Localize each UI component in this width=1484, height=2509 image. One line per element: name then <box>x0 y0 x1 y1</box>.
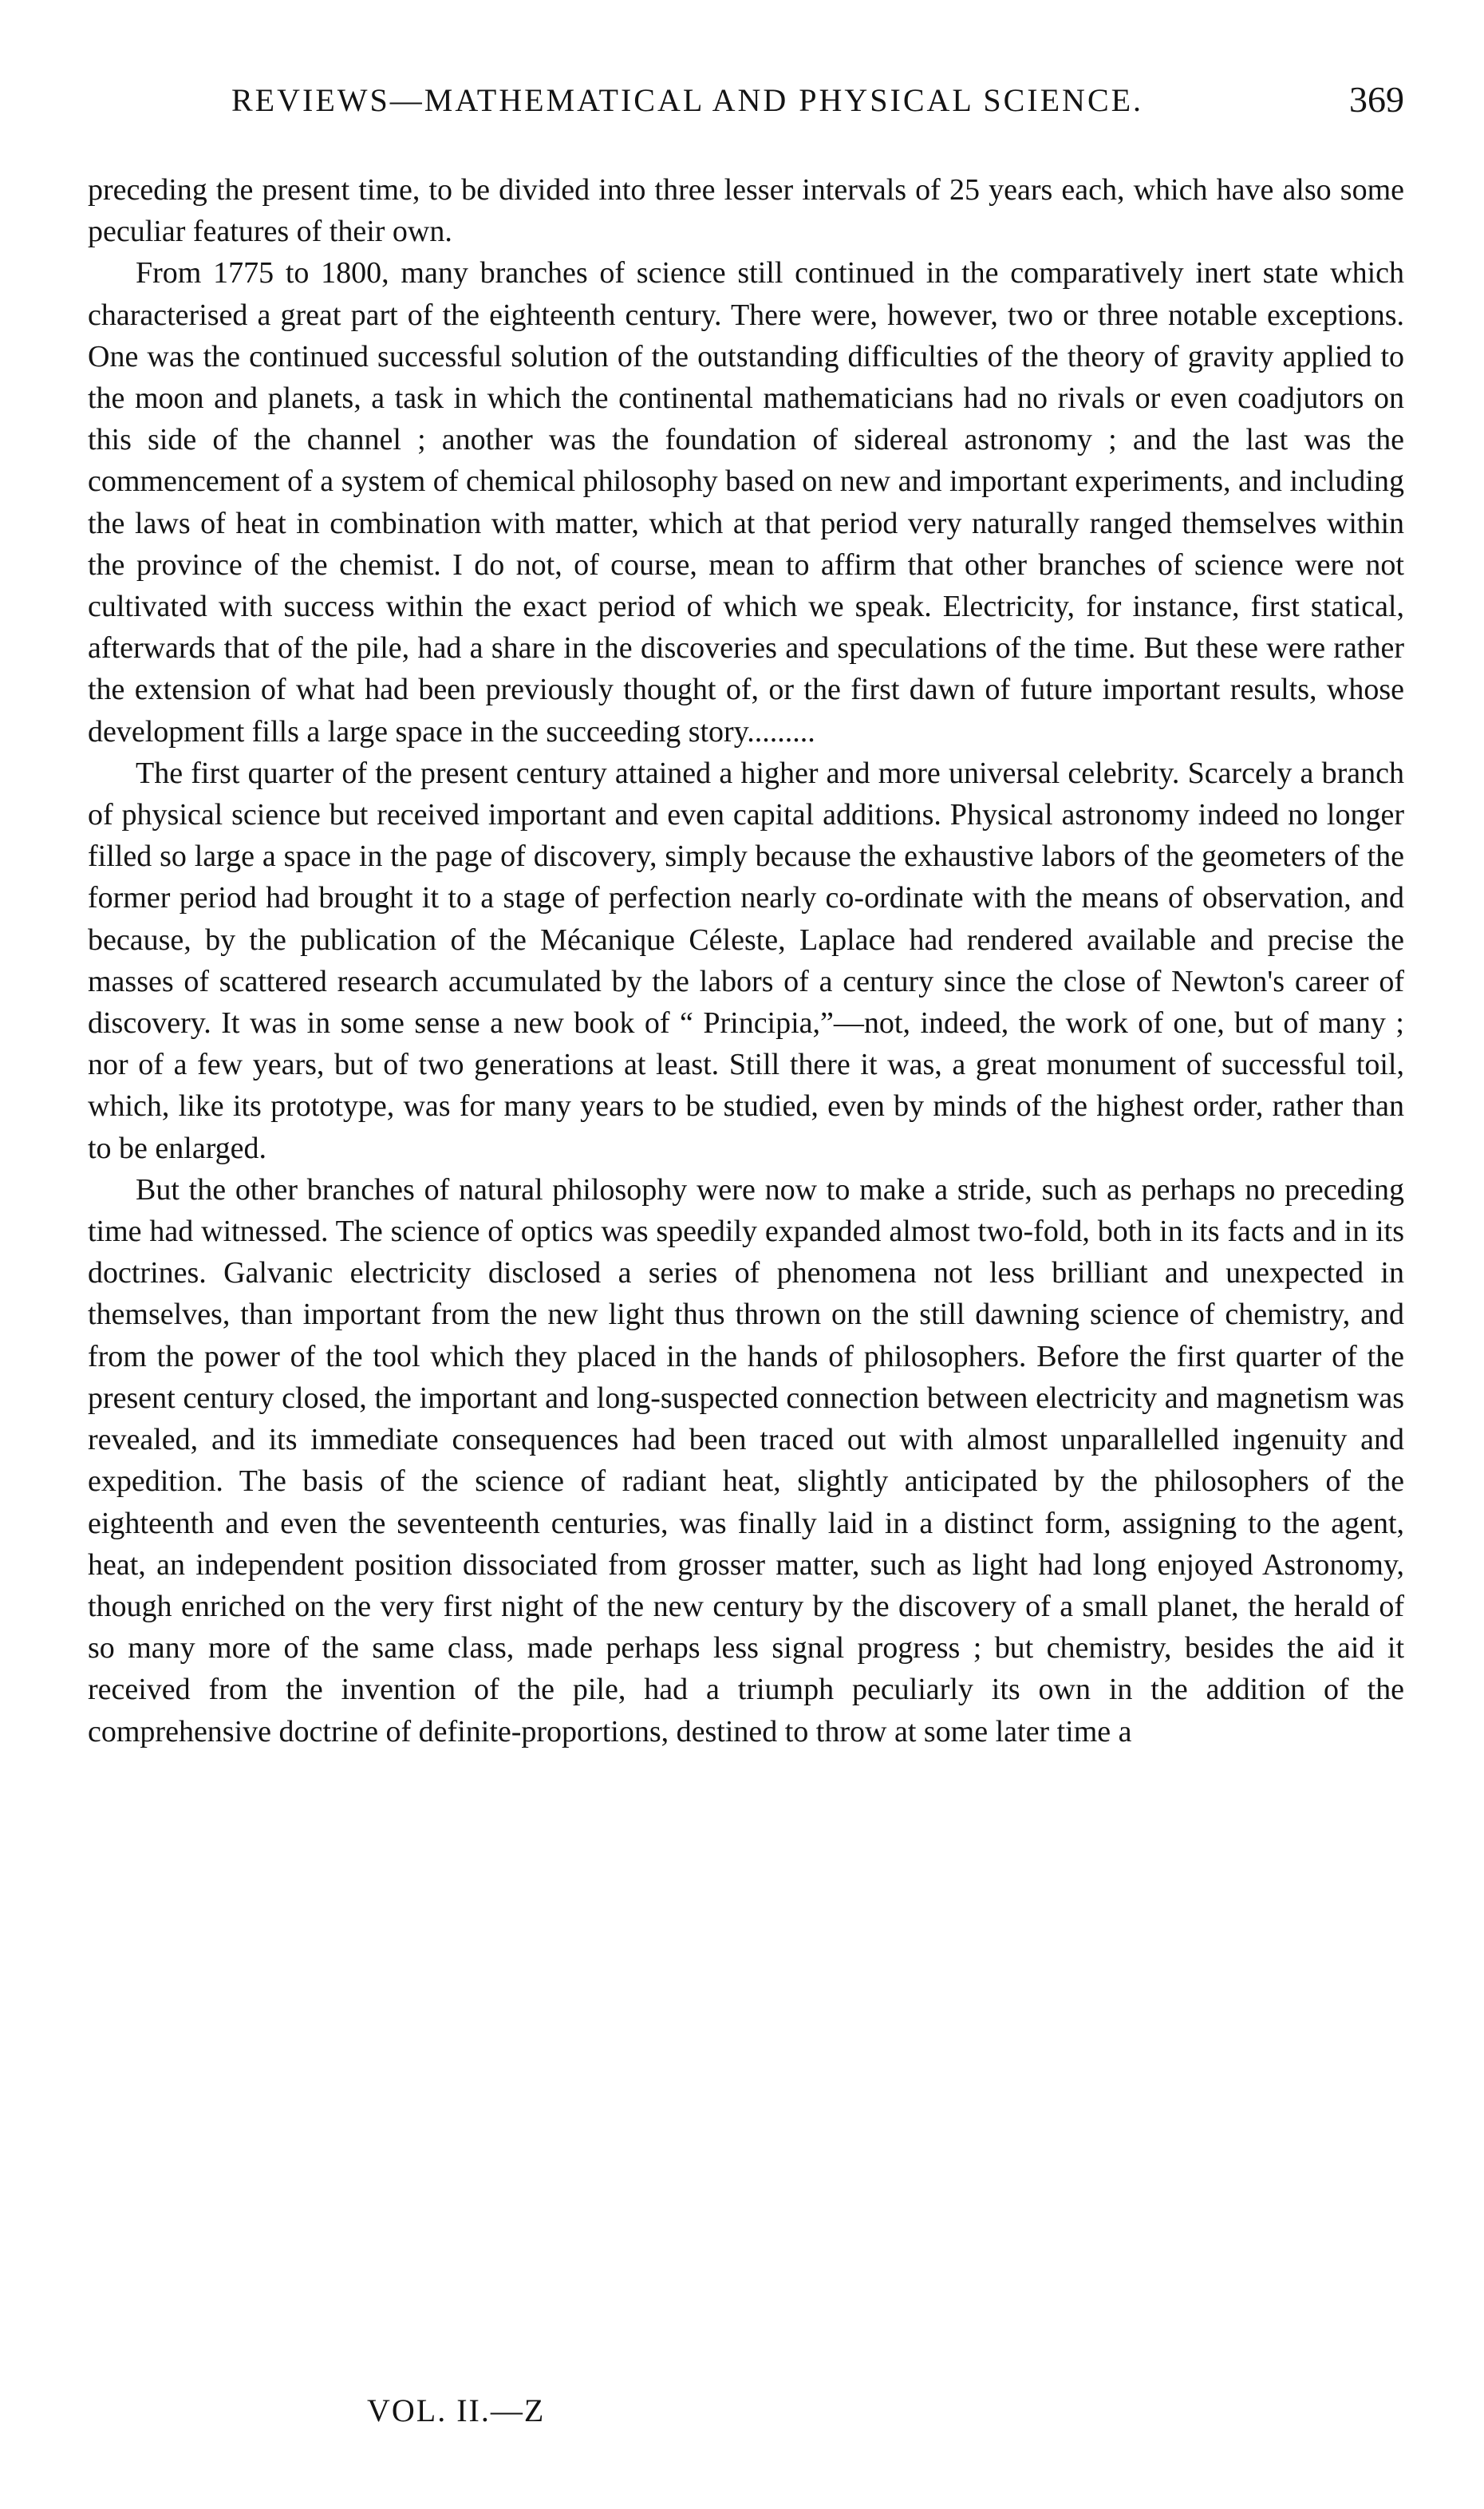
paragraph-3: The first quarter of the present century attained a higher and more universal celebrity. Scarcely a branch of physical science but received important and even capital additions. Physical astronomy indeed no longer filled so large a space in the page of discovery, simply because the exhaustive labors of the geometers of the former period had brought it to a stage of perfection nearly co-ordinate with the means of observation, and because, by the publication of the Mécanique Céleste, Laplace had rendered available and precise the masses of scattered research accumulated by the labors of a century since the close of Newton's career of discovery. It was in some sense a new book of “ Principia,”—not, indeed, the work of one, but of many ; nor of a few years, but of two generations at least. Still there it was, a great monument of successful toil, which, like its prototype, was for many years to be studied, even by minds of the highest order, rather than to be enlarged. <box>88 756 1404 1165</box>
body-text <box>88 169 1404 1752</box>
page-number: 369 <box>1349 79 1404 120</box>
page <box>88 0 1404 2509</box>
paragraph-4: But the other branches of natural philosophy were now to make a stride, such as perhaps no preceding time had witnessed. The science of optics was speedily expanded almost two-fold, both in its facts and in its doctrines. Galvanic electricity disclosed a series of phenomena not less brilliant and unexpected in themselves, than important from the new light thus thrown on the still dawning science of chemistry, and from the power of the tool which they placed in the hands of philosophers. Before the first quarter of the present century closed, the important and long-suspected connection between electricity and magnetism was revealed, and its immediate consequences had been traced out with almost unparallelled ingenuity and expedition. The basis of the science of radiant heat, slightly anticipated by the philosophers of the eighteenth and even the seventeenth centuries, was finally laid in a distinct form, assigning to the agent, heat, an independent position dissociated from grosser matter, such as light had long enjoyed Astronomy, though enriched on the very first night of the new century by the discovery of a small planet, the herald of so many more of the same class, made perhaps less signal progress ; but chemistry, besides the aid it received from the invention of the pile, had a triumph peculiarly its own in the addition of the comprehensive doctrine of definite-proportions, destined to throw at some later time a <box>88 1172 1404 1748</box>
paragraph-1: preceding the present time, to be divided into three lesser intervals of 25 years each, which have also some peculiar features of their own. <box>88 173 1404 249</box>
paragraph-2: From 1775 to 1800, many branches of science still continued in the comparatively inert state which characterised a great part of the eighteenth century. There were, however, two or three notable exceptions. One was the continued successful solution of the outstanding difficulties of the theory of gravity applied to the moon and planets, a task in which the continental mathematicians had no rivals or even coadjutors on this side of the channel ; another was the foundation of sidereal astronomy ; and the last was the commencement of a system of chemical philosophy based on new and important experiments, and including the laws of heat in combination with matter, which at that period very naturally ranged themselves within the province of the chemist. I do not, of course, mean to affirm that other branches of science were not cultivated with success within the exact period of which we speak. Electricity, for instance, first statical, afterwards that of the pile, had a share in the discoveries and speculations of the time. But these were rather the extension of what had been previously thought of, or the first dawn of future important results, whose development fills a large space in the succeeding story......... <box>88 256 1404 749</box>
page-header <box>88 81 1404 129</box>
running-head: REVIEWS—MATHEMATICAL AND PHYSICAL SCIENCE. <box>231 82 1144 118</box>
signature-mark: VOL. II.—Z <box>367 2392 546 2428</box>
